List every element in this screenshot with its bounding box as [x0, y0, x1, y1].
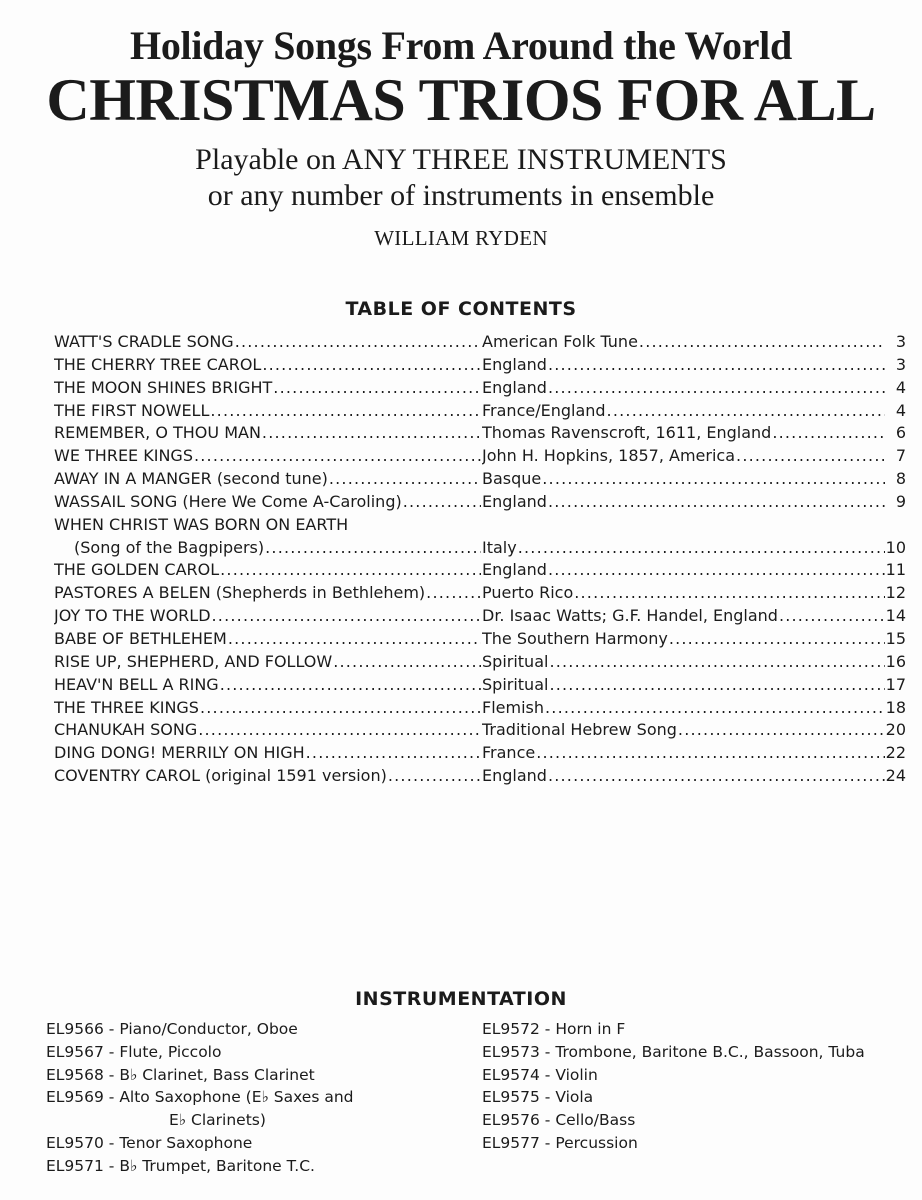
- dot-leader: [273, 377, 481, 400]
- toc-entry-title: PASTORES A BELEN (Shepherds in Bethlehem): [54, 583, 426, 603]
- dot-leader: [548, 354, 885, 377]
- instrument-part: EL9570 - Tenor Saxophone: [46, 1133, 253, 1152]
- dot-leader: [548, 377, 885, 400]
- toc-entry: [54, 651, 906, 674]
- dot-leader: [194, 445, 481, 468]
- toc-entry: [54, 445, 906, 468]
- dot-leader: [536, 742, 884, 765]
- dot-leader: [779, 605, 885, 628]
- instrument-part: EL9568 - B♭ Clarinet, Bass Clarinet: [46, 1065, 315, 1084]
- dot-leader: [212, 605, 481, 628]
- toc-title-cell: [54, 331, 482, 354]
- instrumentation-heading: INSTRUMENTATION: [355, 988, 567, 1010]
- toc-title-cell: [54, 582, 482, 605]
- toc-entry-page: 6: [895, 423, 906, 443]
- instrument-part: EL9573 - Trombone, Baritone B.C., Bassoon, Tuba: [482, 1042, 865, 1061]
- toc-title-cell: [54, 651, 482, 674]
- dot-leader: [329, 468, 481, 491]
- table-of-contents: [54, 331, 906, 788]
- dot-leader: [548, 491, 885, 514]
- toc-entry-origin: England: [482, 560, 547, 580]
- toc-entry-origin: Spiritual: [482, 651, 549, 671]
- dot-leader: [549, 651, 884, 674]
- subtitle-line-1: Playable on ANY THREE INSTRUMENTS: [195, 143, 727, 176]
- toc-title-cell: [54, 742, 482, 765]
- instrument-part: EL9567 - Flute, Piccolo: [46, 1042, 222, 1061]
- instrument-part: EL9576 - Cello/Bass: [482, 1111, 636, 1130]
- toc-origin-cell: [482, 537, 906, 560]
- toc-entry-page: 11: [885, 560, 906, 580]
- dot-leader: [518, 537, 885, 560]
- toc-entry-page: 8: [895, 469, 906, 489]
- toc-entry: [54, 514, 906, 537]
- dot-leader: [198, 719, 481, 742]
- dot-leader: [388, 765, 481, 788]
- toc-entry-title: AWAY IN A MANGER (second tune): [54, 469, 328, 489]
- toc-entry-page: 17: [885, 674, 906, 694]
- toc-origin-cell: [482, 582, 906, 605]
- toc-entry-title: WE THREE KINGS: [54, 446, 193, 466]
- dot-leader: [669, 628, 885, 651]
- instrumentation-list-left: [46, 1018, 446, 1178]
- toc-entry-page: 7: [895, 446, 906, 466]
- toc-entry: [54, 559, 906, 582]
- toc-entry-page: 4: [895, 400, 906, 420]
- dot-leader: [262, 422, 481, 445]
- dot-leader: [265, 537, 481, 560]
- toc-origin-cell: [482, 719, 906, 742]
- toc-origin-cell: [482, 605, 906, 628]
- toc-entry-origin: England: [482, 766, 547, 786]
- toc-entry-title: JOY TO THE WORLD: [54, 606, 211, 626]
- toc-title-cell: [54, 354, 482, 377]
- toc-origin-cell: [482, 674, 906, 697]
- toc-entry: [54, 719, 906, 742]
- toc-entry-page: 4: [895, 377, 906, 397]
- toc-title-cell: [54, 491, 482, 514]
- toc-entry-title: THE THREE KINGS: [54, 697, 199, 717]
- toc-entry-title: WASSAIL SONG (Here We Come A-Caroling): [54, 491, 402, 511]
- toc-entry-title: THE MOON SHINES BRIGHT: [54, 377, 273, 397]
- dot-leader: [200, 697, 481, 720]
- toc-title-cell: [54, 674, 482, 697]
- dot-leader: [306, 742, 481, 765]
- toc-entry-page: 15: [885, 628, 906, 648]
- dot-leader: [548, 765, 885, 788]
- toc-entry-origin: Basque: [482, 469, 542, 489]
- toc-origin-cell: [482, 697, 906, 720]
- toc-entry-page: 14: [885, 606, 906, 626]
- toc-entry-origin: The Southern Harmony: [482, 628, 668, 648]
- toc-entry-title: RISE UP, SHEPHERD, AND FOLLOW: [54, 651, 333, 671]
- toc-title-cell: [54, 537, 482, 560]
- toc-entry-origin: Italy: [482, 537, 517, 557]
- toc-entry-page: 3: [895, 354, 906, 374]
- dot-leader: [678, 719, 885, 742]
- toc-entry: [54, 354, 906, 377]
- toc-origin-cell: [482, 491, 906, 514]
- toc-entry-page: 12: [885, 583, 906, 603]
- dot-leader: [403, 491, 481, 514]
- dot-leader: [736, 445, 885, 468]
- toc-origin-cell: [482, 765, 906, 788]
- dot-leader: [262, 354, 481, 377]
- toc-entry-title: THE FIRST NOWELL: [54, 400, 210, 420]
- dot-leader: [333, 651, 481, 674]
- dot-leader: [228, 628, 481, 651]
- toc-entry-page: 24: [885, 766, 906, 786]
- toc-entry-page: 9: [895, 491, 906, 511]
- instrument-part: EL9575 - Viola: [482, 1088, 594, 1107]
- toc-entry-title: DING DONG! MERRILY ON HIGH: [54, 743, 305, 763]
- toc-entry: [54, 468, 906, 491]
- toc-entry-origin: Dr. Isaac Watts; G.F. Handel, England: [482, 606, 778, 626]
- toc-title-cell: [54, 400, 482, 423]
- toc-title-cell: [54, 468, 482, 491]
- toc-origin-cell: [482, 651, 906, 674]
- dot-leader: [210, 400, 481, 423]
- toc-entry: [54, 628, 906, 651]
- dot-leader: [772, 422, 885, 445]
- toc-entry-title: CHANUKAH SONG: [54, 720, 198, 740]
- dot-leader: [220, 559, 481, 582]
- toc-entry-title: THE CHERRY TREE CAROL: [54, 354, 262, 374]
- toc-entry: [54, 582, 906, 605]
- toc-entry: [54, 765, 906, 788]
- toc-heading: TABLE OF CONTENTS: [345, 298, 577, 320]
- instrument-part: EL9566 - Piano/Conductor, Oboe: [46, 1020, 298, 1038]
- toc-entry-origin: John H. Hopkins, 1857, America: [482, 446, 736, 466]
- toc-entry: [54, 331, 906, 354]
- dot-leader: [235, 331, 481, 354]
- toc-entry-title-continued: (Song of the Bagpipers): [74, 537, 265, 557]
- toc-entry-page: 3: [895, 332, 906, 351]
- toc-entry-origin: Thomas Ravenscroft, 1611, England: [482, 423, 772, 443]
- toc-entry-origin: England: [482, 377, 547, 397]
- toc-title-cell: [54, 422, 482, 445]
- instrument-part: EL9572 - Horn in F: [482, 1020, 626, 1038]
- toc-origin-cell: [482, 377, 906, 400]
- toc-entry-origin: Traditional Hebrew Song: [482, 720, 677, 740]
- toc-entry: [54, 491, 906, 514]
- author-name: WILLIAM RYDEN: [374, 226, 548, 250]
- toc-entry: [54, 400, 906, 423]
- toc-entry-title: THE GOLDEN CAROL: [54, 560, 220, 580]
- dot-leader: [545, 697, 885, 720]
- dot-leader: [542, 468, 885, 491]
- dot-leader: [548, 559, 885, 582]
- toc-entry-origin: American Folk Tune: [482, 332, 638, 351]
- toc-entry: [54, 605, 906, 628]
- toc-entry: [54, 674, 906, 697]
- instrumentation-list-right: [482, 1018, 902, 1155]
- toc-entry-origin: Spiritual: [482, 674, 549, 694]
- toc-entry-page: 16: [885, 651, 906, 671]
- toc-origin-cell: [482, 354, 906, 377]
- toc-entry-page: 18: [885, 697, 906, 717]
- toc-entry: [54, 377, 906, 400]
- dot-leader: [639, 331, 885, 354]
- dot-leader: [426, 582, 481, 605]
- toc-entry-origin: Puerto Rico: [482, 583, 574, 603]
- toc-origin-cell: [482, 331, 906, 354]
- series-title: Holiday Songs From Around the World: [130, 23, 792, 68]
- toc-entry-page: 10: [885, 537, 906, 557]
- toc-origin-cell: [482, 422, 906, 445]
- toc-origin-cell: [482, 628, 906, 651]
- toc-title-cell: [54, 377, 482, 400]
- toc-origin-cell: [482, 742, 906, 765]
- dot-leader: [549, 674, 884, 697]
- toc-entry-title: REMEMBER, O THOU MAN: [54, 423, 261, 443]
- toc-entry-title: WATT'S CRADLE SONG: [54, 332, 234, 351]
- toc-title-cell: [54, 605, 482, 628]
- toc-entry-origin: France/England: [482, 400, 606, 420]
- toc-entry: [54, 422, 906, 445]
- instrument-part: EL9569 - Alto Saxophone (E♭ Saxes and: [46, 1088, 354, 1107]
- book-title: CHRISTMAS TRIOS FOR ALL: [46, 67, 876, 133]
- toc-title-cell: [54, 628, 482, 651]
- instrument-part-continuation: E♭ Clarinets): [169, 1111, 266, 1130]
- dot-leader: [220, 674, 481, 697]
- toc-title-cell: [54, 719, 482, 742]
- toc-origin-cell: [482, 559, 906, 582]
- toc-entry-title: WHEN CHRIST WAS BORN ON EARTH: [54, 514, 349, 534]
- toc-origin-cell: [482, 445, 906, 468]
- toc-title-cell: [54, 559, 482, 582]
- toc-entry-title: BABE OF BETHLEHEM: [54, 628, 227, 648]
- toc-title-cell: [54, 697, 482, 720]
- toc-entry-page: 20: [885, 720, 906, 740]
- toc-entry-origin: France: [482, 743, 536, 763]
- subtitle-line-2: or any number of instruments in ensemble: [207, 179, 715, 212]
- toc-entry: [54, 697, 906, 720]
- toc-entry-origin: England: [482, 354, 547, 374]
- toc-entry: [54, 742, 906, 765]
- toc-entry-title: COVENTRY CAROL (original 1591 version): [54, 766, 387, 786]
- toc-entry-continuation: [54, 537, 906, 560]
- instrument-part: EL9574 - Violin: [482, 1065, 598, 1084]
- dot-leader: [574, 582, 884, 605]
- instrument-part: EL9571 - B♭ Trumpet, Baritone T.C.: [46, 1156, 315, 1175]
- toc-entry-page: 22: [885, 743, 906, 763]
- toc-origin-cell: [482, 468, 906, 491]
- toc-title-cell: [54, 445, 482, 468]
- toc-title-cell: [54, 765, 482, 788]
- instrument-part: EL9577 - Percussion: [482, 1133, 638, 1152]
- toc-entry-origin: England: [482, 491, 547, 511]
- toc-origin-cell: [482, 400, 906, 423]
- toc-entry-title: HEAV'N BELL A RING: [54, 674, 219, 694]
- dot-leader: [607, 400, 885, 423]
- toc-entry-origin: Flemish: [482, 697, 544, 717]
